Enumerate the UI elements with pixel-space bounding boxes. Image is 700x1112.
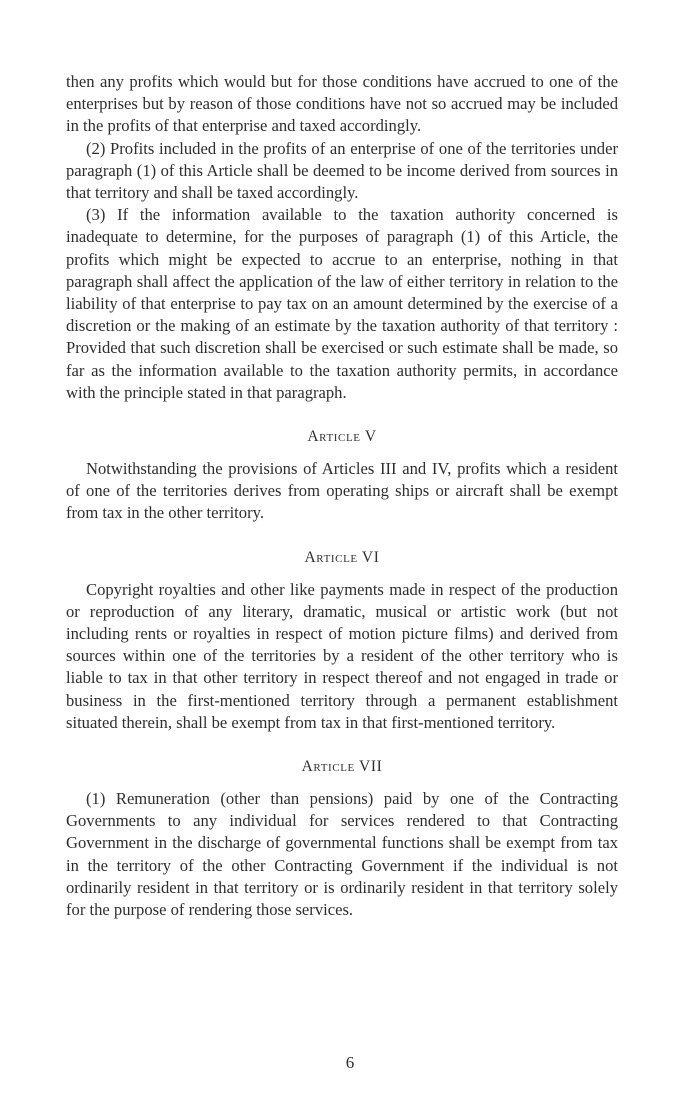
article-4-paragraph-3: (3) If the information available to the taxation authority concerned is inadequate to determine, for the purposes of paragraph (1) of this Article, the profits which might be expected to accrue to an enterprise, nothing in that paragraph shall affect the application of the law of either territory in relation to the liability of that enterprise to pay tax on an amount determined by the exercise of a discretion or the making of an estimate by the taxation authority of that territory : Provided that such discretion shall be exercised or such estimate shall be made, so far as the information available to the taxation authority permits, in accordance with the principle stated in that paragraph. <box>66 205 618 402</box>
page-number: 6 <box>345 1053 355 1072</box>
article-7-heading-text: Article VII <box>301 758 383 776</box>
article-7-heading <box>66 756 618 778</box>
continuation-paragraph: then any profits which would but for those conditions have accrued to one of the enterprises but by reason of those conditions have not so accrued may be included in the profits of that enterprise and taxed accordingly. <box>66 72 618 136</box>
article-6-heading-text: Article VI <box>304 548 380 566</box>
document-page <box>66 71 618 921</box>
article-6-text: Copyright royalties and other like payments made in respect of the production or reproduction of any literary, dramatic, musical or artistic work (but not including rents or royalties in respect of motion picture films) and derived from sources within one of the territories by a resident of the other territory who is liable to tax in that other territory in respect thereof and not engaged in trade or business in the first-mentioned territory through a permanent establishment situated therein, shall be exempt from tax in that first-mentioned territory. <box>66 579 618 732</box>
article-6-heading <box>66 547 618 569</box>
article-4-paragraph-2: (2) Profits included in the profits of an enterprise of one of the territories under paragraph (1) of this Article shall be deemed to be income derived from sources in that territory and shall be taxed accordingly. <box>66 138 618 203</box>
article-7-paragraph-1: (1) Remuneration (other than pensions) paid by one of the Contracting Governments to any individual for services rendered to that Contracting Government in the discharge of governmental functions shall be exempt from tax in the territory of the other Contracting Government if the individual is not ordinarily resident in that territory or is ordinarily resident in that territory solely for the purpose of rendering those services. <box>66 789 618 920</box>
article-5-heading-text: Article V <box>307 428 377 446</box>
article-5-heading <box>66 426 618 448</box>
article-5-text: Notwithstanding the provisions of Articles III and IV, profits which a resident of one of the territories derives from operating ships or aircraft shall be exempt from tax in the other territory. <box>66 459 618 523</box>
